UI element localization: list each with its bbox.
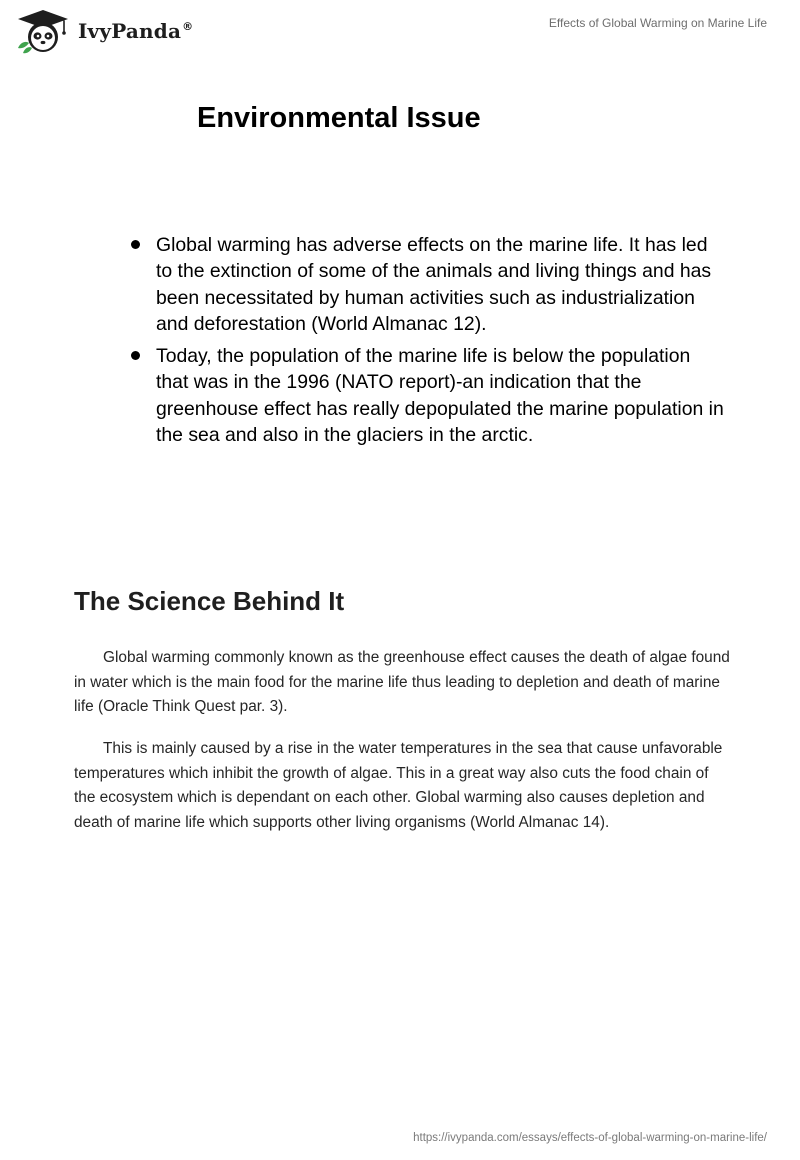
bullet-list — [128, 232, 728, 448]
bullet-text: Today, the population of the marine life is below the population that was in the 1996 (NATO report)-an indication that the greenhouse effect has really depopulated the marine population in the sea and also in the glaciers in the arctic. — [156, 345, 724, 447]
logo-wordmark: IvyPanda® — [78, 19, 194, 43]
document-title: Effects of Global Warming on Marine Life — [548, 16, 767, 30]
panda-graduate-icon — [14, 8, 72, 54]
bullet-item — [128, 343, 728, 448]
bullet-item — [128, 232, 728, 337]
bullet-text: Global warming has adverse effects on the marine life. It has led to the extinction of some of the animals and living things and has been necessitated by human activities such as industrialization and deforestation (World Almanac 12). — [156, 234, 712, 335]
slide-title: Environmental Issue — [197, 102, 481, 134]
ivypanda-logo[interactable] — [14, 8, 193, 54]
section-heading: The Science Behind It — [74, 586, 345, 616]
source-url-link[interactable]: https://ivypanda.com/essays/effects-of-global-warming-on-marine-life/ — [413, 1132, 767, 1144]
body-paragraph: This is mainly caused by a rise in the water temperatures in the sea that cause unfavorable temperatures which inhibit the growth of algae. This in a great way also cuts the food chain of the ecosystem which is dependant on each other. Global warming also causes depletion and death of marine life which supports other living organisms (World Almanac 14). — [74, 740, 723, 831]
bullet-marker — [131, 240, 140, 249]
body-paragraph: Global warming commonly known as the greenhouse effect causes the death of algae found in water which is the main food for the marine life thus leading to depletion and death of marine life (Oracle Think Quest par. 3). — [74, 649, 730, 715]
page-header — [0, 0, 800, 64]
bullet-marker — [131, 351, 140, 360]
